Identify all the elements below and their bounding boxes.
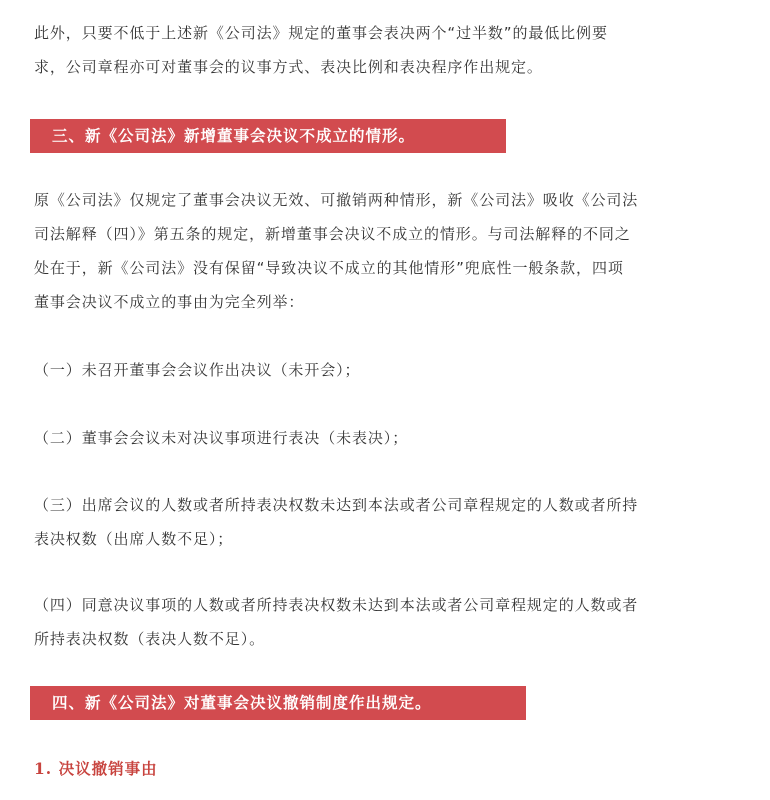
text-line: 此外，只要不低于上述新《公司法》规定的董事会表决两个“过半数”的最低比例要 [34,24,608,42]
intro-paragraph [34,16,744,84]
text-line: （一）未召开董事会会议作出决议（未开会）； [34,361,361,379]
section-3-heading: 三、新《公司法》新增董事会决议不成立的情形。 [30,119,506,153]
text-line: 表决权数（出席人数不足）； [34,530,234,548]
text-line: 原《公司法》仅规定了董事会决议无效、可撤销两种情形，新《公司法》吸收《公司法 [34,191,639,209]
section-4-subheading: 1. 决议撤销事由 [34,759,158,778]
text-line: 所持表决权数（表决人数不足）。 [34,630,266,648]
list-item-1 [34,353,744,387]
text-line: 董事会决议不成立的事由为完全列举： [34,293,305,311]
text-line: 司法解释（四）》第五条的规定，新增董事会决议不成立的情形。与司法解释的不同之 [34,225,631,243]
list-item-2 [34,421,744,455]
text-line: 求，公司章程亦可对董事会的议事方式、表决比例和表决程序作出规定。 [34,58,543,76]
section-3-body-paragraph [34,183,744,319]
section-4-heading: 四、新《公司法》对董事会决议撤销制度作出规定。 [30,686,526,720]
text-line: （四）同意决议事项的人数或者所持表决权数未达到本法或者公司章程规定的人数或者 [34,596,639,614]
text-line: （二）董事会会议未对决议事项进行表决（未表决）； [34,429,409,447]
list-item-4 [34,588,744,656]
text-line: （三）出席会议的人数或者所持表决权数未达到本法或者公司章程规定的人数或者所持 [34,496,639,514]
list-item-3 [34,488,744,556]
text-line: 处在于，新《公司法》没有保留“导致决议不成立的其他情形”兜底性一般条款，四项 [34,259,624,277]
